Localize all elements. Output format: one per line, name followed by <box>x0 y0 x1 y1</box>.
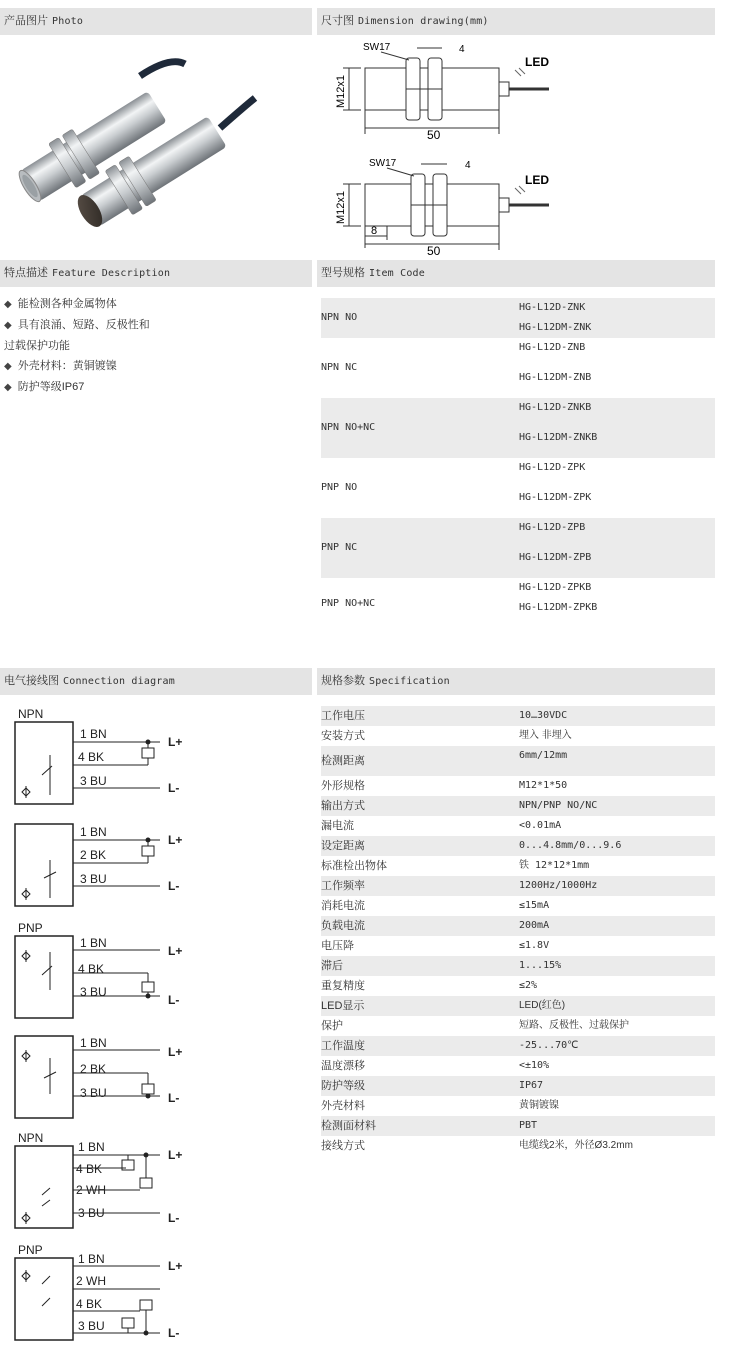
spec-value: 10…30VDC <box>519 710 568 721</box>
diamond-icon: ◆ <box>4 382 12 393</box>
spec-value: 1200Hz/1000Hz <box>519 880 598 891</box>
spec-value: 1...15% <box>519 960 562 971</box>
item-type: PNP NO+NC <box>321 598 376 609</box>
item-code: HG-L12D-ZPB <box>519 522 586 533</box>
spec-key: 温度漂移 <box>321 1060 365 1072</box>
nut-label-1: 4 <box>459 44 465 55</box>
lminus-label: L- <box>168 781 180 795</box>
led-label-2: LED <box>525 173 549 187</box>
spec-row <box>321 796 715 816</box>
wire-label: 4 BK <box>76 1297 103 1311</box>
spec-row <box>321 876 715 896</box>
spec-key: 安装方式 <box>321 730 365 742</box>
lminus-label: L- <box>168 1211 180 1225</box>
sensor-icon <box>22 786 30 798</box>
spec-key: 滞后 <box>321 960 343 972</box>
lplus-label: L+ <box>168 1259 183 1273</box>
sw-label-2: SW17 <box>369 158 397 169</box>
spec-key: LED显示 <box>321 1000 365 1012</box>
lminus-label: L- <box>168 879 180 893</box>
spec-row <box>321 856 715 876</box>
spec-value: NPN/PNP NO/NC <box>519 800 598 811</box>
spec-row <box>321 956 715 976</box>
spec-row <box>321 1096 715 1116</box>
spec-key: 漏电流 <box>321 820 354 832</box>
product-photo <box>0 36 312 258</box>
spec-key: 防护等级 <box>321 1080 365 1092</box>
item-code: HG-L12DM-ZNK <box>519 322 592 333</box>
lminus-label: L- <box>168 1091 180 1105</box>
dimension-header-cn: 尺寸图 <box>321 15 354 27</box>
wire-label: 4 BK <box>78 962 105 976</box>
feature-text: 外壳材料：黄铜镀镍 <box>17 360 117 372</box>
spec-header-cn: 规格参数 <box>321 675 365 687</box>
spec-row <box>321 916 715 936</box>
item-code: HG-L12D-ZNKB <box>519 402 592 413</box>
spec-row <box>321 1076 715 1096</box>
spec-value: PBT <box>519 1120 538 1131</box>
diamond-icon: ◆ <box>4 361 12 372</box>
spec-value: LED(红色) <box>519 1000 566 1011</box>
dimension-header-en: Dimension drawing(mm) <box>358 16 489 27</box>
led-label-1: LED <box>525 55 549 69</box>
feature-header-en: Feature Description <box>52 268 171 279</box>
spec-key: 电压降 <box>321 940 354 952</box>
lplus-label: L+ <box>168 944 183 958</box>
lplus-label: L+ <box>168 1045 183 1059</box>
item-row <box>321 518 715 578</box>
protrusion-label: 8 <box>371 225 378 237</box>
wire-label: 3 BU <box>78 1319 105 1333</box>
spec-key: 重复精度 <box>321 980 365 992</box>
spec-key: 检测面材料 <box>321 1120 376 1132</box>
item-code-table <box>321 298 715 622</box>
feature-item <box>4 294 304 315</box>
wire-label: 3 BU <box>80 774 107 788</box>
wire-label: 2 WH <box>76 1274 106 1288</box>
spec-value: 200mA <box>519 920 550 931</box>
wire-label: 3 BU <box>78 1206 105 1220</box>
dimension-header <box>317 8 715 35</box>
item-code: HG-L12DM-ZNKB <box>519 432 598 443</box>
item-code: HG-L12DM-ZPK <box>519 492 592 503</box>
item-code: HG-L12DM-ZPB <box>519 552 592 563</box>
item-code: HG-L12D-ZNK <box>519 302 586 313</box>
item-type: PNP NC <box>321 542 358 553</box>
item-row <box>321 398 715 458</box>
spec-row <box>321 726 715 746</box>
length-label-1: 50 <box>427 128 441 142</box>
feature-text: 防护等级IP67 <box>17 381 85 393</box>
sw-label-1: SW17 <box>363 42 391 53</box>
wire-label: 3 BU <box>80 872 107 886</box>
thread-label-2: M12x1 <box>335 190 347 224</box>
spec-row <box>321 996 715 1016</box>
dimension-drawing <box>317 36 715 258</box>
spec-value: ≤1.8V <box>519 940 550 951</box>
spec-row <box>321 776 715 796</box>
spec-key: 工作温度 <box>321 1040 365 1052</box>
item-header-en: Item Code <box>369 268 425 279</box>
item-code: HG-L12D-ZPKB <box>519 582 592 593</box>
spec-row <box>321 1056 715 1076</box>
wire-label: 1 BN <box>80 936 107 950</box>
spec-header-en: Specification <box>369 676 450 687</box>
spec-key: 消耗电流 <box>321 900 365 912</box>
spec-key: 接线方式 <box>321 1140 365 1152</box>
thread-label-1: M12x1 <box>335 74 347 108</box>
wire-label: 1 BN <box>80 825 107 839</box>
spec-row <box>321 1036 715 1056</box>
connection-header-cn: 电气接线图 <box>4 675 59 687</box>
wire-label: 2 BK <box>80 848 107 862</box>
spec-key: 保护 <box>321 1020 343 1032</box>
spec-key: 外形规格 <box>321 780 365 792</box>
spec-key: 工作频率 <box>321 880 365 892</box>
spec-value: M12*1*50 <box>519 780 568 791</box>
wire-label: 4 BK <box>78 750 105 764</box>
item-type: NPN NO <box>321 312 358 323</box>
wire-label: 1 BN <box>80 727 107 741</box>
spec-row <box>321 1016 715 1036</box>
spec-value: IP67 <box>519 1080 544 1091</box>
spec-row <box>321 1136 715 1156</box>
nut-label-2: 4 <box>465 160 471 171</box>
sensor-icon <box>22 888 30 900</box>
length-label-2: 50 <box>427 244 441 258</box>
lplus-label: L+ <box>168 1148 183 1162</box>
item-row <box>321 458 715 518</box>
spec-value: <±10% <box>519 1060 550 1071</box>
pnp-label: PNP <box>18 1243 43 1257</box>
connection-diagrams <box>0 700 312 1350</box>
item-code: HG-L12DM-ZNB <box>519 372 592 383</box>
lminus-label: L- <box>168 1326 180 1340</box>
spec-value: 埋入 非埋入 <box>519 730 572 741</box>
spec-key: 输出方式 <box>321 800 365 812</box>
feature-text: 具有浪涌、短路、反极性和 <box>17 319 150 331</box>
spec-row <box>321 746 715 776</box>
feature-item <box>4 377 304 398</box>
spec-value: 铁 12*12*1mm <box>519 860 590 871</box>
photo-header-cn: 产品图片 <box>4 15 48 27</box>
feature-item <box>4 336 304 356</box>
spec-row <box>321 1116 715 1136</box>
lplus-label: L+ <box>168 735 183 749</box>
spec-row <box>321 816 715 836</box>
wire-label: 2 WH <box>76 1183 106 1197</box>
feature-header-cn: 特点描述 <box>4 267 48 279</box>
npn-label: NPN <box>18 1131 44 1145</box>
sensor-icon <box>22 1270 30 1282</box>
spec-key: 工作电压 <box>321 710 365 722</box>
spec-row <box>321 976 715 996</box>
wire-label: 1 BN <box>80 1036 107 1050</box>
wire-label: 3 BU <box>80 1086 107 1100</box>
spec-row <box>321 896 715 916</box>
feature-item <box>4 356 304 377</box>
photo-header-en: Photo <box>52 16 84 27</box>
sensor-icon <box>22 1050 30 1062</box>
diamond-icon: ◆ <box>4 299 12 310</box>
sensor-icon <box>22 1212 30 1224</box>
spec-value: 6mm/12mm <box>519 750 568 761</box>
feature-text: 过载保护功能 <box>4 340 70 352</box>
wire-label: 1 BN <box>78 1140 105 1154</box>
spec-key: 检测距离 <box>321 755 365 767</box>
wire-label: 3 BU <box>80 985 107 999</box>
spec-header <box>317 668 715 695</box>
spec-value: 黄铜镀镍 <box>519 1100 559 1111</box>
spec-key: 设定距离 <box>321 840 365 852</box>
npn-label: NPN <box>18 707 44 721</box>
item-code: HG-L12DM-ZPKB <box>519 602 598 613</box>
spec-key: 外壳材料 <box>321 1100 365 1112</box>
lplus-label: L+ <box>168 833 183 847</box>
item-header <box>317 260 715 287</box>
diamond-icon: ◆ <box>4 320 12 331</box>
item-type: PNP NO <box>321 482 358 493</box>
feature-item <box>4 315 304 336</box>
connection-header <box>0 668 312 695</box>
feature-header <box>0 260 312 287</box>
spec-table <box>321 706 715 1156</box>
spec-value: <0.01mA <box>519 820 562 831</box>
sensor-icon <box>22 950 30 962</box>
wire-label: 4 BK <box>76 1162 103 1176</box>
item-code: HG-L12D-ZPK <box>519 462 586 473</box>
item-type: NPN NC <box>321 362 358 373</box>
photo-header <box>0 8 312 35</box>
spec-value: -25...70℃ <box>519 1040 579 1051</box>
feature-text: 能检测各种金属物体 <box>17 298 117 310</box>
item-type: NPN NO+NC <box>321 422 376 433</box>
feature-list <box>4 294 304 398</box>
item-row <box>321 338 715 398</box>
connection-header-en: Connection diagram <box>63 676 175 687</box>
item-row <box>321 578 715 622</box>
lminus-label: L- <box>168 993 180 1007</box>
spec-key: 负载电流 <box>321 920 365 932</box>
wire-label: 2 BK <box>80 1062 107 1076</box>
pnp-label: PNP <box>18 921 43 935</box>
spec-value: ≤15mA <box>519 900 550 911</box>
item-row <box>321 298 715 338</box>
spec-key: 标准检出物体 <box>321 860 387 872</box>
spec-row <box>321 706 715 726</box>
spec-value: 0...4.8mm/0...9.6 <box>519 840 622 851</box>
wire-label: 1 BN <box>78 1252 105 1266</box>
spec-row <box>321 836 715 856</box>
spec-row <box>321 936 715 956</box>
spec-value: 短路、反极性、过载保护 <box>519 1020 629 1031</box>
item-code: HG-L12D-ZNB <box>519 342 586 353</box>
spec-value: ≤2% <box>519 980 538 991</box>
spec-value: 电缆线2米，外径Ø3.2mm <box>519 1140 633 1151</box>
item-header-cn: 型号规格 <box>321 267 365 279</box>
